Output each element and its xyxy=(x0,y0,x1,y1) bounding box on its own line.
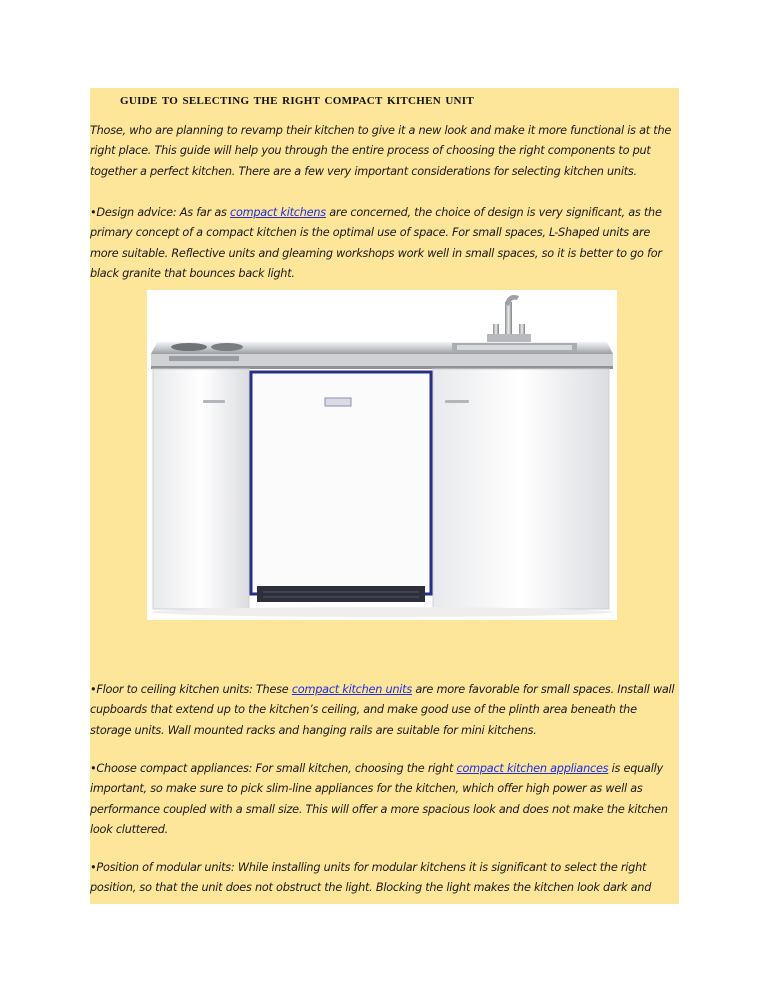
section-text-after: are more favorable for small spaces. Install wall cupboards that extend up to the kitchen’s ceiling, and make good use of the plinth area beneath the storage units. Wall mounted racks and hanging rails are suitable for mini kitchens. xyxy=(90,683,675,737)
compact-kitchens-link[interactable]: compact kitchens xyxy=(229,206,326,219)
section-modular-units xyxy=(90,858,680,899)
compact-kitchen-units-link[interactable]: compact kitchen units xyxy=(291,683,413,696)
section-compact-appliances xyxy=(90,759,680,841)
section-floor-to-ceiling xyxy=(90,680,680,741)
section-text-after: are concerned, the choice of design is very significant, as the primary concept of a compact kitchen is the optimal use of space. For small spaces, L-Shaped units are more suitable. Reflective units and gleaming workshops work well in small spaces, so it is better to go for black granite that bounces back light. xyxy=(90,206,662,281)
section-text-after: is equally important, so make sure to pick slim-line appliances for the kitchen, which offer high power as well as performance coupled with a small size. This will offer a more spacious look and does not make the kitchen look cluttered. xyxy=(90,762,668,837)
compact-kitchen-unit-image xyxy=(147,290,617,620)
section-text-before: •Position of modular units: While installing units for modular kitchens it is significant to select the right position, so that the unit does not obstruct the light. Blocking the light makes the kitchen look dark and xyxy=(90,861,652,895)
compact-kitchen-appliances-link[interactable]: compact kitchen appliances xyxy=(456,762,609,775)
section-design-advice xyxy=(90,203,680,285)
intro-paragraph: Those, who are planning to revamp their kitchen to give it a new look and make it more functional is at the right place. This guide will help you through the entire process of choosing the right components to put together a perfect kitchen. There are a few very important considerations for selecting kitchen units. xyxy=(90,124,672,178)
section-text-before: •Floor to ceiling kitchen units: These xyxy=(90,683,292,696)
document-title: guide to selecting the right compact kitchen unit xyxy=(120,91,475,108)
section-text-before: •Choose compact appliances: For small kitchen, choosing the right xyxy=(90,762,457,775)
section-text-before: •Design advice: As far as xyxy=(90,206,230,219)
